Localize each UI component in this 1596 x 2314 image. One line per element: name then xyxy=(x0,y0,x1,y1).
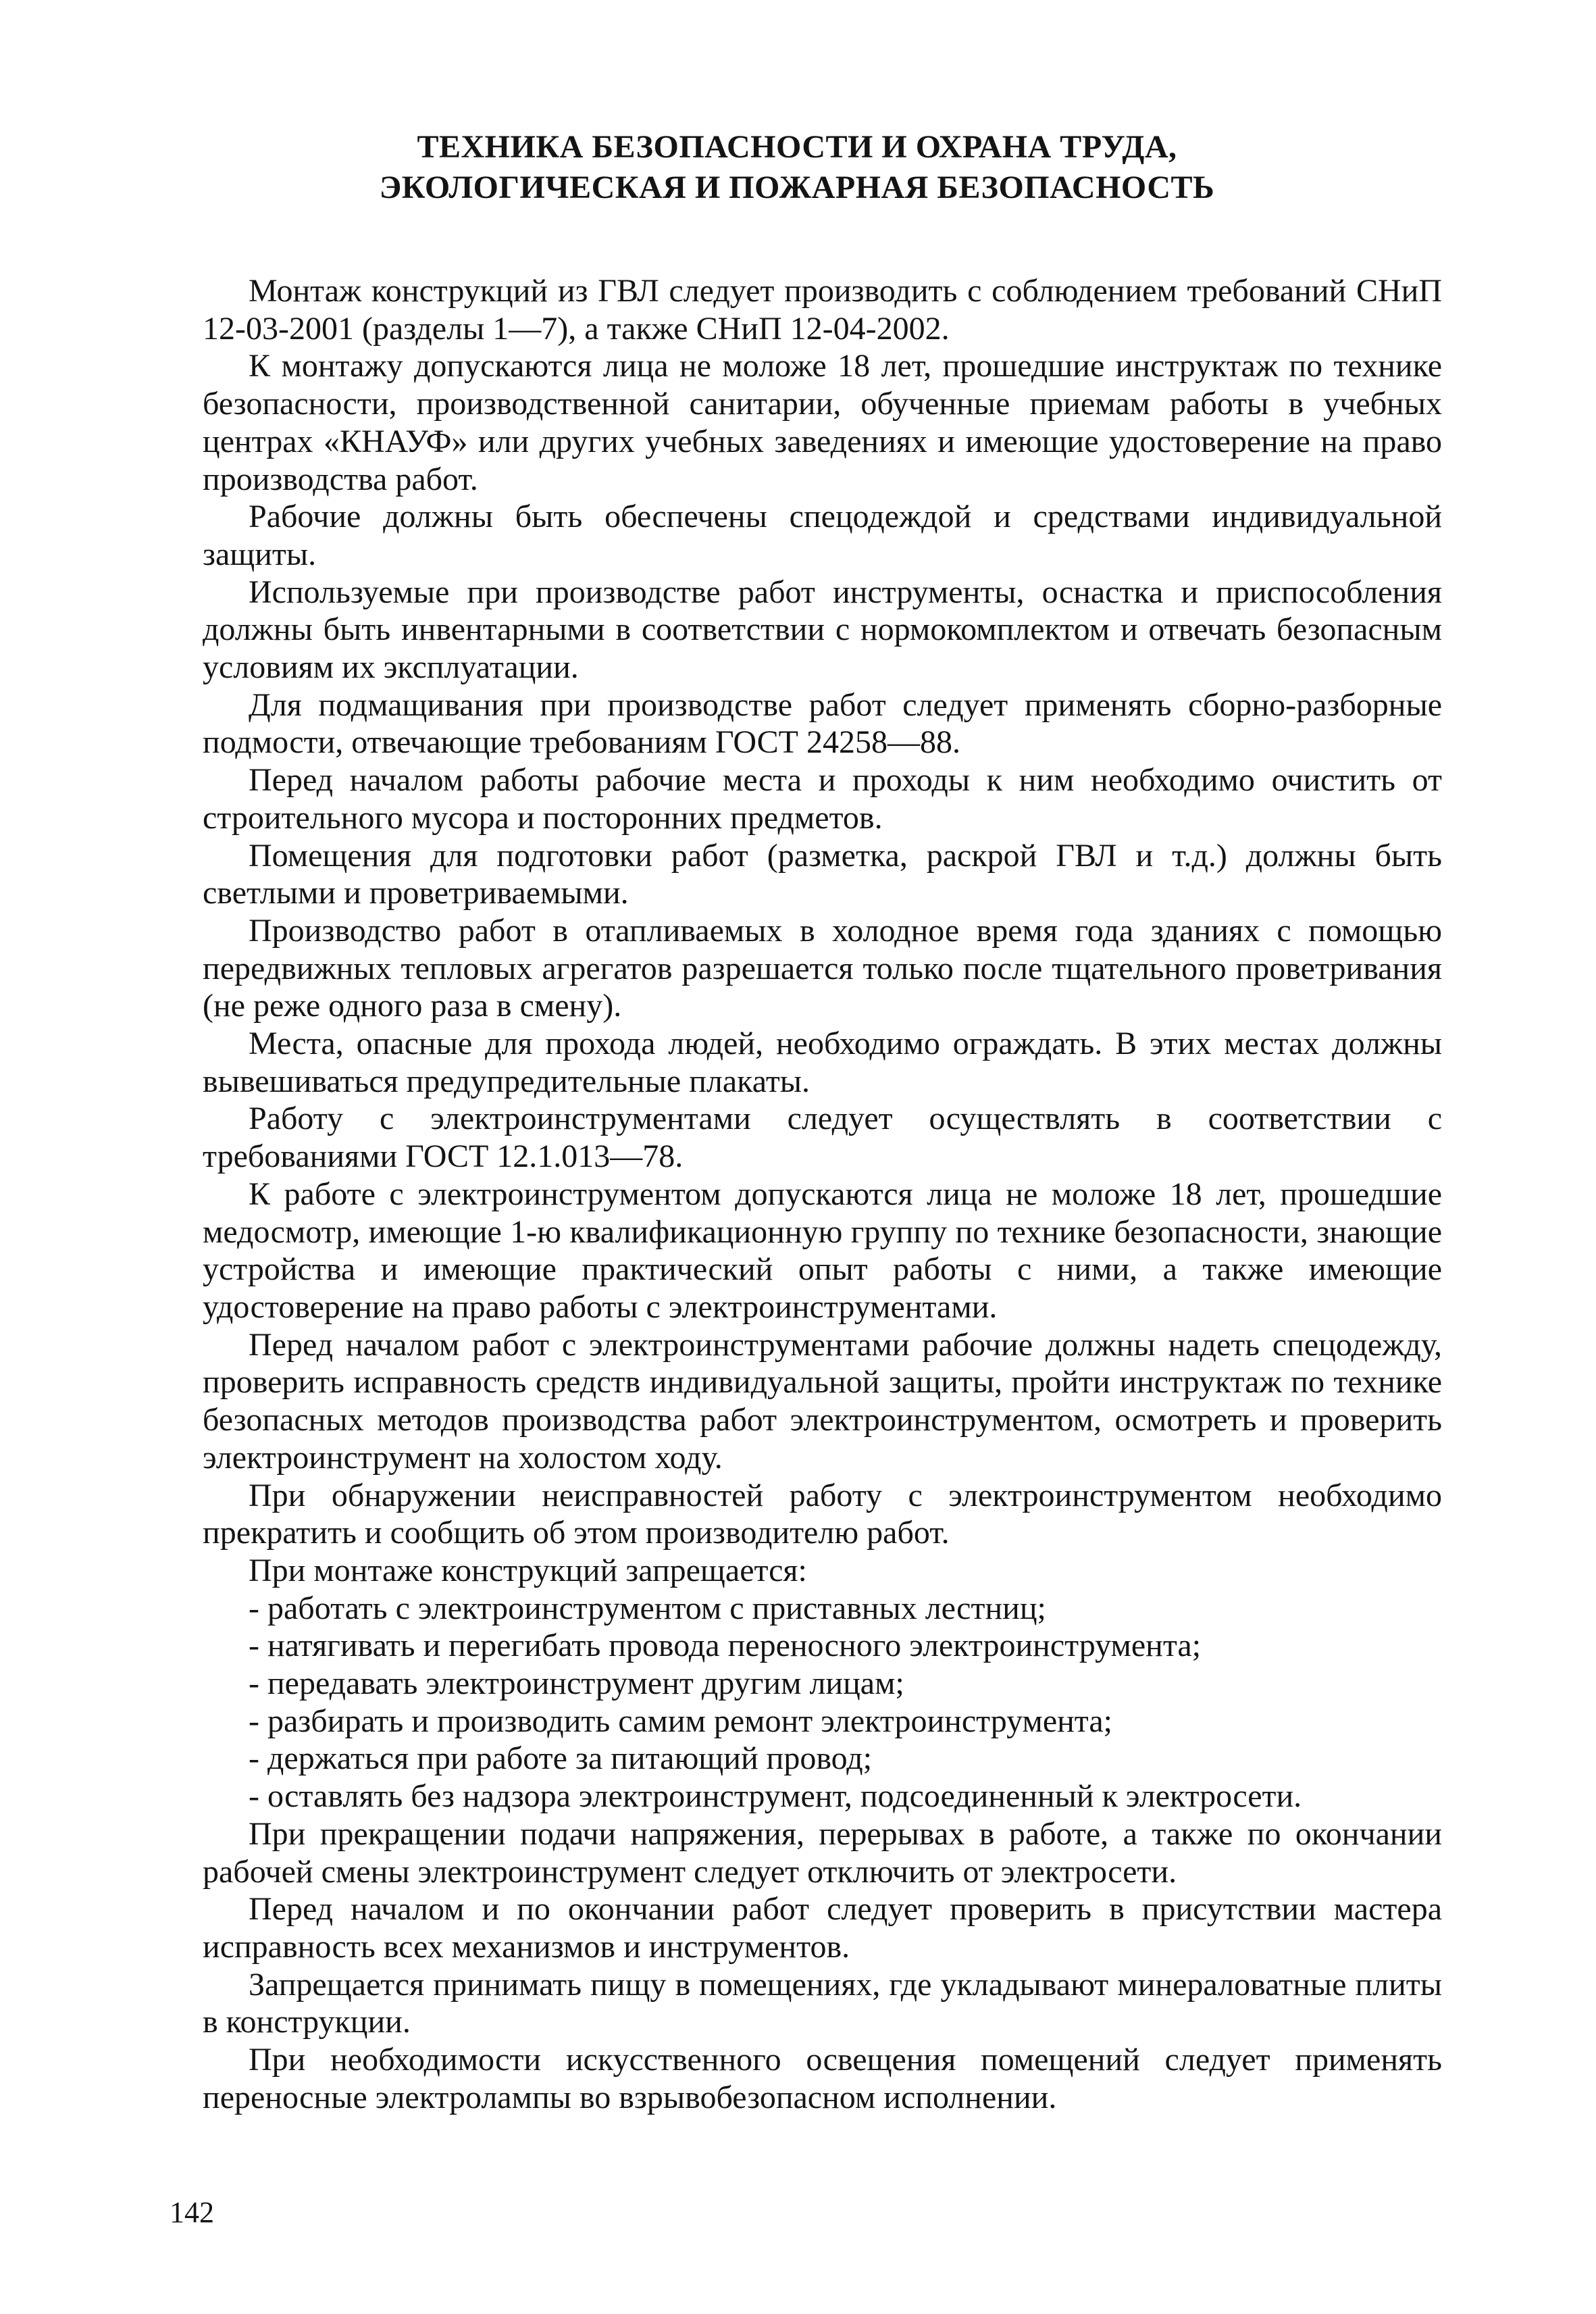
paragraph: При прекращении подачи напряжения, перерывах в работе, а также по окончании рабочей смены электроинструмент следует отключить от электросети. xyxy=(203,1815,1442,1890)
paragraph: Для подмащивания при производстве работ следует применять сборно-разборные подмости, отвечающие требованиям ГОСТ 24258—88. xyxy=(203,686,1442,761)
paragraph: Перед началом и по окончании работ следует проверить в присутствии мастера исправность всех механизмов и инструментов. xyxy=(203,1891,1442,1965)
paragraph: Монтаж конструкций из ГВЛ следует производить с соблюдением требований СНиП 12-03-2001 (разделы 1—7), а также СНиП 12-04-2002. xyxy=(203,273,1442,347)
paragraph: К работе с электроинструментом допускаются лица не моложе 18 лет, прошедшие медосмотр, имеющие 1-ю квалификационную группу по технике безопасности, знающие устройства и имеющие практический опыт работы с ними, а также имеющие удостоверение на право работы с электроинструментами. xyxy=(203,1176,1442,1325)
list-item: - оставлять без надзора электроинструмент, подсоединенный к электросети. xyxy=(249,1778,1302,1815)
heading-line-1: ТЕХНИКА БЕЗОПАСНОСТИ И ОХРАНА ТРУДА, xyxy=(417,129,1177,165)
page-number: 142 xyxy=(170,2196,214,2229)
paragraph: Производство работ в отапливаемых в холодное время года зданиях с помощью передвижных тепловых агрегатов разрешается только после тщательного проветривания (не реже одного раза в смену). xyxy=(203,912,1442,1024)
paragraph: Работу с электроинструментами следует осуществлять в соответствии с требованиями ГОСТ 12.1.013—78. xyxy=(203,1101,1442,1175)
paragraph: При обнаружении неисправностей работу с электроинструментом необходимо прекратить и сообщить об этом производителю работ. xyxy=(203,1477,1442,1551)
list-item: - держаться при работе за питающий провод; xyxy=(249,1740,873,1777)
section-heading xyxy=(203,127,1391,208)
paragraph: Запрещается принимать пищу в помещениях, где укладывают минераловатные плиты в конструкции. xyxy=(203,1966,1442,2040)
paragraph: Используемые при производстве работ инструменты, оснастка и приспособления должны быть инвентарными в соответствии с нормокомплектом и отвечать безопасным условиям их эксплуатации. xyxy=(203,574,1442,686)
list-item: - разбирать и производить самим ремонт электроинструмента; xyxy=(249,1703,1113,1739)
paragraph: При необходимости искусственного освещения помещений следует применять переносные электролампы во взрывобезопасном исполнении. xyxy=(203,2042,1442,2115)
paragraph: Места, опасные для прохода людей, необходимо ограждать. В этих местах должны вывешиваться предупредительные плакаты. xyxy=(203,1026,1442,1099)
paragraph: Перед началом работ с электроинструментами рабочие должны надеть спецодежду, проверить исправность средств индивидуальной защиты, пройти инструктаж по технике безопасных методов производства работ электроинструментом, осмотреть и проверить электроинструмент на холостом ходу. xyxy=(203,1326,1442,1476)
list-item: - работать с электроинструментом с приставных лестниц; xyxy=(249,1590,1046,1626)
list-item: - передавать электроинструмент другим лицам; xyxy=(249,1665,904,1702)
paragraph: К монтажу допускаются лица не моложе 18 лет, прошедшие инструктаж по технике безопасности, производственной санитарии, обученные приемам работы в учебных центрах «КНАУФ» или других учебных заведениях и имеющие удостоверение на право производства работ. xyxy=(203,348,1442,497)
paragraph: Помещения для подготовки работ (разметка, раскрой ГВЛ и т.д.) должны быть светлыми и проветриваемыми. xyxy=(203,837,1442,911)
prohibitions-list xyxy=(203,1590,1442,1815)
list-item: - натягивать и перегибать провода переносного электроинструмента; xyxy=(249,1628,1202,1664)
paragraph: Перед началом работы рабочие места и проходы к ним необходимо очистить от строительного мусора и посторонних предметов. xyxy=(203,762,1442,836)
document-body xyxy=(203,272,1442,2116)
paragraph: Рабочие должны быть обеспечены спецодеждой и средствами индивидуальной защиты. xyxy=(203,499,1442,572)
heading-line-2: ЭКОЛОГИЧЕСКАЯ И ПОЖАРНАЯ БЕЗОПАСНОСТЬ xyxy=(379,170,1215,205)
prohibitions-intro: При монтаже конструкций запрещается: xyxy=(249,1552,807,1588)
